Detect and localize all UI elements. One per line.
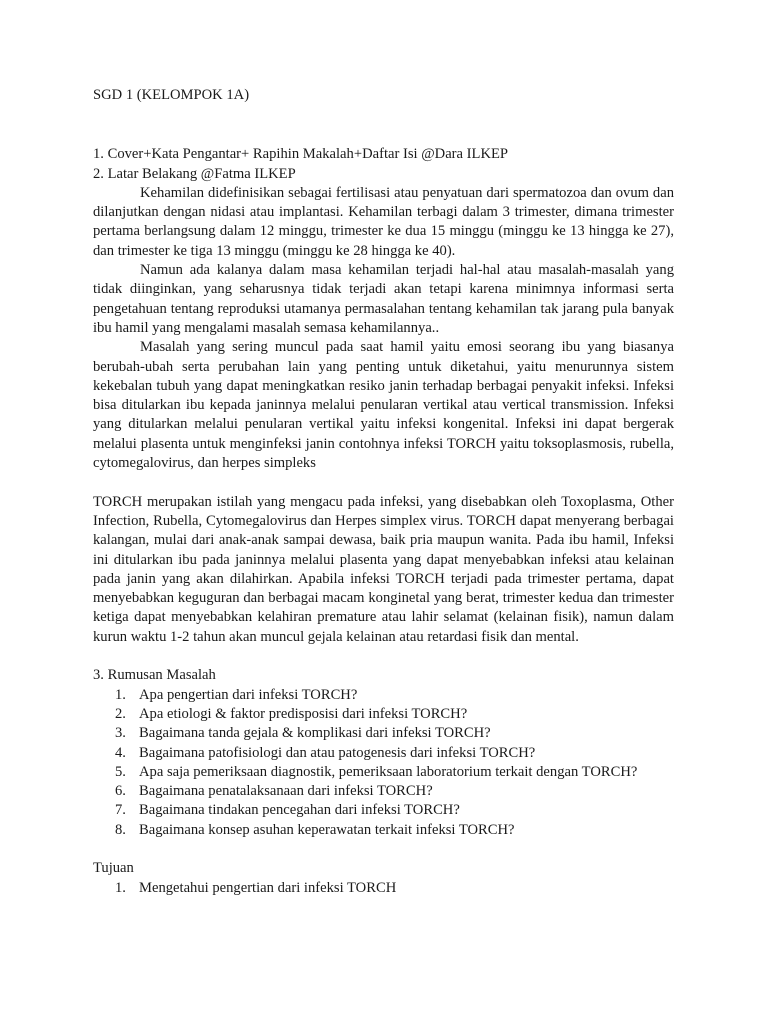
list-number: 1. bbox=[115, 686, 126, 703]
list-number: 4. bbox=[115, 744, 126, 761]
document-page bbox=[93, 86, 674, 898]
tujuan-list bbox=[93, 879, 674, 898]
list-number: 2. bbox=[115, 705, 126, 722]
paragraph-torch: TORCH merupakan istilah yang mengacu pada infeksi, yang disebabkan oleh Toxoplasma, Other Infection, Rubella, Cytomegalovirus dan Herpes simplex virus. TORCH dapat menyerang berbagai kalangan, mulai dari anak-anak sampai dewasa, baik pria maupun wanita. Pada ibu hamil, Infeksi ini ditularkan ibu pada janinnya melalui plasenta yang dapat menyebabkan infeksi atau kelainan pada janin yang akan dilahirkan. Apabila infeksi TORCH terjadi pada trimester pertama, dapat menyebabkan keguguran dan berbagai macam konginetal yang berat, trimester kedua dan trimester ketiga dapat menyebabkan kelahiran premature atau lahir selamat (kelainan fisik), namun dalam kurun waktu 1-2 tahun akan muncul gejala kelainan atau retardasi fisik dan mental. bbox=[93, 493, 674, 645]
list-item bbox=[93, 782, 674, 801]
list-text: Bagaimana tindakan pencegahan dari infeksi TORCH? bbox=[139, 802, 460, 819]
task-cover: 1. Cover+Kata Pengantar+ Rapihin Makalah+Daftar Isi @Dara ILKEP bbox=[93, 146, 509, 163]
list-text: Apa etiologi & faktor predisposisi dari infeksi TORCH? bbox=[139, 705, 468, 722]
list-item bbox=[93, 763, 674, 782]
spacer bbox=[93, 473, 674, 492]
list-text: Bagaimana patofisiologi dan atau patogenesis dari infeksi TORCH? bbox=[139, 744, 536, 761]
spacer bbox=[93, 105, 674, 145]
spacer bbox=[93, 647, 674, 666]
list-item bbox=[93, 879, 674, 898]
list-item bbox=[93, 821, 674, 840]
list-item bbox=[93, 801, 674, 820]
list-item bbox=[93, 705, 674, 724]
list-item bbox=[93, 744, 674, 763]
list-text: Mengetahui pengertian dari infeksi TORCH bbox=[139, 879, 397, 896]
list-number: 7. bbox=[115, 802, 126, 819]
document-title: SGD 1 (KELOMPOK 1A) bbox=[93, 87, 250, 103]
list-text: Bagaimana tanda gejala & komplikasi dari infeksi TORCH? bbox=[139, 725, 491, 742]
rumusan-masalah-list bbox=[93, 686, 674, 840]
list-text: Bagaimana penatalaksanaan dari infeksi TORCH? bbox=[139, 783, 433, 800]
task-latar-belakang: 2. Latar Belakang @Fatma ILKEP bbox=[93, 165, 296, 182]
list-text: Apa saja pemeriksaan diagnostik, pemeriksaan laboratorium terkait dengan TORCH? bbox=[139, 763, 638, 780]
list-number: 5. bbox=[115, 763, 126, 780]
paragraph-infeksi: Masalah yang sering muncul pada saat hamil yaitu emosi seorang ibu yang biasanya berubah-ubah serta perubahan lain yang penting untuk diketahui, yaitu menurunnya sistem kekebalan tubuh yang dapat meningkatkan resiko janin terhadap berbagai penyakit infeksi. Infeksi bisa ditularkan ibu kepada janinnya melalui penularan vertikal atau vertical transmission. Infeksi yang ditularkan melalui penularan vertikal yaitu infeksi kongenital. Infeksi ini dapat bergerak melalui plasenta untuk menginfeksi janin contohnya infeksi TORCH yaitu toksoplasmosis, rubella, cytomegalovirus, dan herpes simpleks bbox=[93, 339, 674, 472]
list-number: 8. bbox=[115, 821, 126, 838]
rumusan-masalah-heading: 3. Rumusan Masalah bbox=[93, 667, 216, 684]
list-item bbox=[93, 724, 674, 743]
list-text: Bagaimana konsep asuhan keperawatan terkait infeksi TORCH? bbox=[139, 821, 515, 838]
tujuan-heading: Tujuan bbox=[93, 860, 134, 877]
list-item bbox=[93, 686, 674, 705]
spacer bbox=[93, 840, 674, 859]
list-number: 3. bbox=[115, 725, 126, 742]
list-number: 6. bbox=[115, 783, 126, 800]
paragraph-masalah-kehamilan: Namun ada kalanya dalam masa kehamilan terjadi hal-hal atau masalah-masalah yang tidak diinginkan, yang seharusnya tidak terjadi akan tetapi karena minimnya informasi serta pengetahuan tentang reproduksi utamanya permasalahan tentang kehamilan tak jarang pula banyak ibu hamil yang mengalami masalah semasa kehamilannya.. bbox=[93, 262, 674, 336]
paragraph-kehamilan: Kehamilan didefinisikan sebagai fertilisasi atau penyatuan dari spermatozoa dan ovum dan dilanjutkan dengan nidasi atau implantasi. Kehamilan terbagi dalam 3 trimester, dimana trimester pertama berlangsung dalam 12 minggu, trimester ke dua 15 minggu (minggu ke 13 hingga ke 27), dan trimester ke tiga 13 minggu (minggu ke 28 hingga ke 40). bbox=[93, 184, 674, 259]
list-number: 1. bbox=[115, 879, 126, 896]
list-text: Apa pengertian dari infeksi TORCH? bbox=[139, 686, 358, 703]
